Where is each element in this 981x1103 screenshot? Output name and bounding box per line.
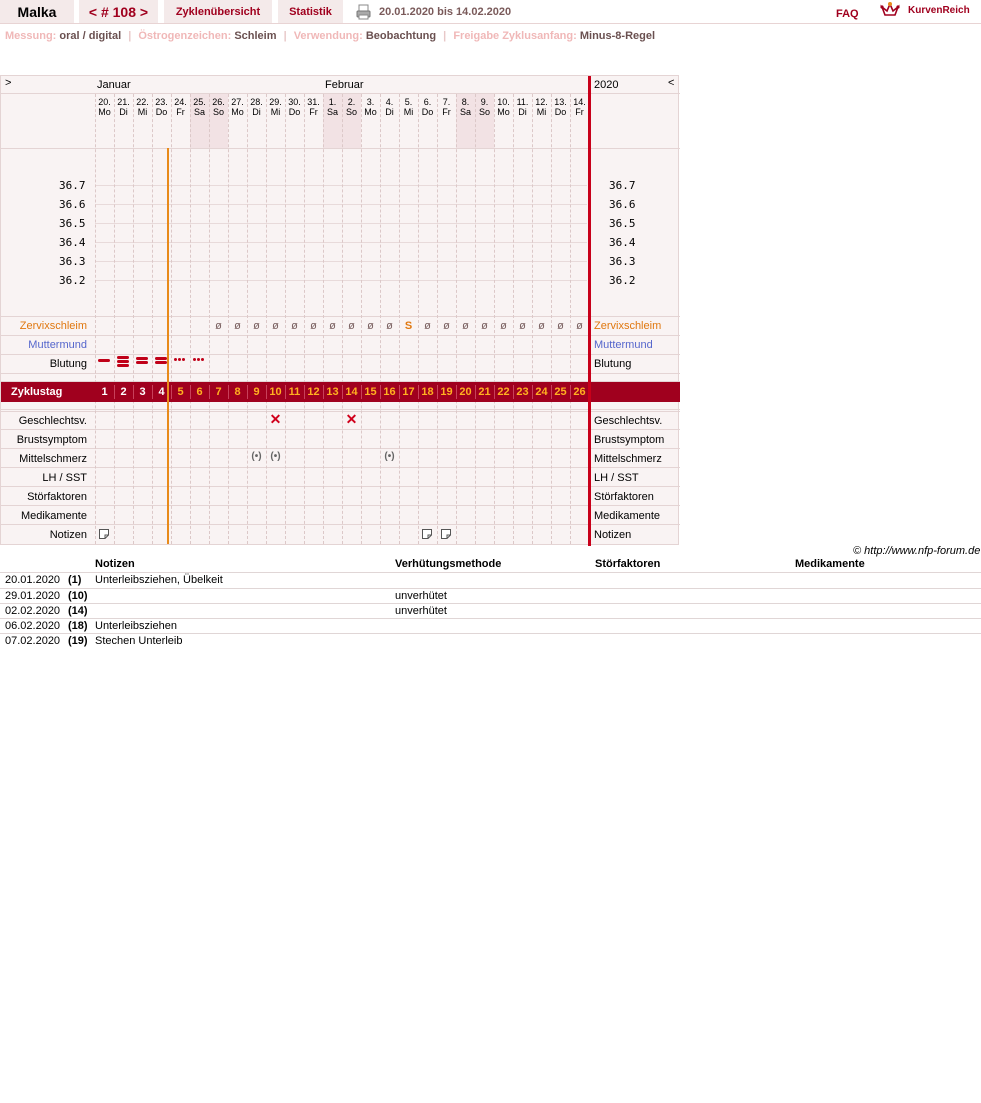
notes-date: 07.02.2020: [5, 635, 61, 647]
nav-next-arrow[interactable]: <: [668, 77, 675, 89]
zyklustag-separator: [475, 385, 476, 399]
day-number: 20.: [98, 97, 111, 107]
notes-method: unverhütet: [395, 590, 447, 602]
zyklustag-number: 25: [554, 386, 567, 398]
cycle-overview-tab[interactable]: Zyklenübersicht: [164, 0, 272, 23]
zyklustag-number: 5: [177, 386, 184, 398]
notes-cycle-day: (1): [68, 574, 82, 586]
mittelschmerz-label-right: Mittelschmerz: [594, 453, 662, 465]
notes-header-notizen: Notizen: [95, 558, 135, 570]
lh-sst-label: LH / SST: [42, 472, 87, 484]
day-number: 31.: [307, 97, 320, 107]
zyklustag-separator: [304, 385, 305, 399]
zyklustag-number: 22: [497, 386, 510, 398]
zyklustag-separator: [342, 385, 343, 399]
zyklustag-separator: [570, 385, 571, 399]
day-grid-line: [171, 94, 172, 544]
zyklustag-label: Zyklustag: [11, 386, 63, 398]
zyklustag-separator: [247, 385, 248, 399]
zervixschleim-mark: ø: [215, 320, 222, 332]
geschlechtsverkehr-mark: ✕: [269, 411, 282, 427]
zyklustag-number: 18: [421, 386, 434, 398]
lh-sst-label-right: LH / SST: [594, 472, 639, 484]
day-number: 23.: [155, 97, 168, 107]
day-weekday: Mo: [231, 107, 244, 117]
notes-cycle-day: (18): [68, 620, 88, 632]
zyklustag-number: 15: [364, 386, 377, 398]
grid-line: [1, 93, 680, 94]
temp-label-right: 36.2: [609, 274, 636, 287]
top-navigation: [0, 0, 981, 24]
zyklustag-separator: [285, 385, 286, 399]
bleeding-mark: [117, 356, 129, 359]
zervixschleim-mark: ø: [367, 320, 374, 332]
day-grid-line: [95, 94, 96, 544]
zyklustag-number: 4: [158, 386, 165, 398]
zyklustag-number: 7: [215, 386, 222, 398]
day-weekday: Fr: [176, 107, 185, 117]
day-number: 8.: [461, 97, 470, 107]
copyright: © http://www.nfp-forum.de: [853, 545, 981, 557]
mittelschmerz-mark: (•): [270, 451, 281, 462]
grid-line: [1, 411, 680, 412]
medikamente-label-right: Medikamente: [594, 510, 661, 522]
info-value-oestrogen: Schleim: [234, 30, 277, 42]
cycle-number-nav[interactable]: < # 108 >: [79, 0, 158, 23]
info-label-messung: Messung:: [5, 30, 57, 42]
temp-label-left: 36.3: [59, 255, 86, 268]
notes-text: Stechen Unterleib: [95, 635, 183, 647]
brustsymptom-label-right: Brustsymptom: [594, 434, 665, 446]
grid-line: [1, 354, 680, 355]
day-number: 14.: [573, 97, 586, 107]
grid-line: [1, 505, 680, 506]
zervixschleim-mark: ø: [291, 320, 298, 332]
day-weekday: Sa: [193, 107, 205, 117]
temp-label-right: 36.5: [609, 217, 636, 230]
zervixschleim-mark: ø: [348, 320, 355, 332]
day-weekday: Sa: [459, 107, 471, 117]
brustsymptom-label: Brustsymptom: [16, 434, 87, 446]
spotting-mark: [197, 358, 200, 361]
faq-link[interactable]: FAQ: [836, 8, 859, 20]
printer-icon[interactable]: [356, 4, 371, 20]
grid-line: [1, 335, 680, 336]
zyklustag-separator: [494, 385, 495, 399]
zyklustag-number: 17: [402, 386, 415, 398]
day-weekday: Mi: [403, 107, 414, 117]
spotting-mark: [201, 358, 204, 361]
zyklustag-separator: [171, 385, 172, 399]
zervixschleim-mark: ø: [424, 320, 431, 332]
medikamente-label: Medikamente: [20, 510, 87, 522]
zervixschleim-mark: ø: [310, 320, 317, 332]
zervixschleim-mark: ø: [481, 320, 488, 332]
crown-logo-icon[interactable]: [880, 1, 900, 19]
temp-label-left: 36.2: [59, 274, 86, 287]
day-number: 3.: [366, 97, 375, 107]
stoerfaktoren-label: Störfaktoren: [27, 491, 87, 503]
blutung-label: Blutung: [49, 358, 87, 370]
day-weekday: Do: [288, 107, 301, 117]
zyklustag-number: 20: [459, 386, 472, 398]
day-number: 9.: [480, 97, 489, 107]
day-weekday: Mo: [364, 107, 377, 117]
zervixschleim-mark: ø: [272, 320, 279, 332]
zyklustag-separator: [190, 385, 191, 399]
info-label-verwendung: Verwendung:: [293, 30, 363, 42]
day-weekday: Di: [252, 107, 261, 117]
grid-line: [1, 524, 680, 525]
bleeding-mark: [155, 361, 167, 364]
user-name-tab[interactable]: Malka: [0, 0, 74, 23]
zyklustag-number: 8: [234, 386, 241, 398]
day-number: 27.: [231, 97, 244, 107]
date-range: 20.01.2020 bis 14.02.2020: [379, 6, 512, 18]
day-weekday: Fr: [575, 107, 584, 117]
day-weekday: Mi: [536, 107, 547, 117]
bleeding-mark: [117, 360, 129, 363]
notes-date: 06.02.2020: [5, 620, 61, 632]
zyklustag-number: 6: [196, 386, 203, 398]
temp-label-left: 36.6: [59, 198, 86, 211]
zervixschleim-mark: ø: [462, 320, 469, 332]
month-label: Januar: [97, 79, 131, 91]
cycle-chart: [0, 75, 679, 545]
geschlechtsverkehr-label: Geschlechtsv.: [18, 415, 87, 427]
note-icon[interactable]: [441, 529, 451, 539]
day-number: 5.: [404, 97, 413, 107]
info-label-freigabe: Freigabe Zyklusanfang:: [453, 30, 577, 42]
day-number: 24.: [174, 97, 187, 107]
zyklustag-separator: [551, 385, 552, 399]
notes-date: 20.01.2020: [5, 574, 61, 586]
notes-row: [0, 633, 981, 648]
zyklustag-number: 14: [345, 386, 358, 398]
day-number: 11.: [516, 97, 529, 107]
day-number: 21.: [117, 97, 130, 107]
zervixschleim-mark: S: [404, 320, 413, 332]
notes-header-stoerfaktoren: Störfaktoren: [595, 558, 661, 570]
mittelschmerz-mark: (•): [384, 451, 395, 462]
blutung-label-right: Blutung: [594, 358, 632, 370]
info-value-freigabe: Minus-8-Regel: [579, 30, 656, 42]
info-value-messung: oral / digital: [59, 30, 122, 42]
notes-header-medikamente: Medikamente: [795, 558, 865, 570]
zyklustag-number: 2: [120, 386, 127, 398]
notes-cycle-day: (19): [68, 635, 88, 647]
day-number: 25.: [193, 97, 206, 107]
notizen-label-right: Notizen: [594, 529, 632, 541]
zyklustag-number: 1: [101, 386, 108, 398]
bleeding-mark: [136, 357, 148, 360]
zyklustag-separator: [513, 385, 514, 399]
notes-row: [0, 603, 981, 618]
zyklustag-number: 10: [269, 386, 282, 398]
chart-end-line: [588, 76, 591, 546]
note-icon[interactable]: [422, 529, 432, 539]
zyklustag-separator: [266, 385, 267, 399]
day-weekday: So: [212, 107, 224, 117]
notizen-label: Notizen: [49, 529, 87, 541]
day-weekday: Mo: [98, 107, 111, 117]
zervixschleim-mark: ø: [234, 320, 241, 332]
day-grid-line: [114, 94, 115, 544]
mittelschmerz-mark: (•): [251, 451, 262, 462]
day-number: 1.: [328, 97, 337, 107]
temp-label-right: 36.4: [609, 236, 636, 249]
bleeding-mark: [136, 361, 148, 364]
zyklustag-separator: [323, 385, 324, 399]
zyklustag-number: 11: [288, 386, 301, 398]
zyklustag-separator: [114, 385, 115, 399]
zyklustag-separator: [437, 385, 438, 399]
day-weekday: Di: [518, 107, 527, 117]
zyklustag-separator: [456, 385, 457, 399]
notes-row: [0, 618, 981, 633]
zervixschleim-mark: ø: [538, 320, 545, 332]
mittelschmerz-label: Mittelschmerz: [19, 453, 87, 465]
zyklustag-separator: [133, 385, 134, 399]
year-label: 2020: [594, 79, 619, 91]
zyklustag-number: 26: [573, 386, 586, 398]
day-weekday: Mi: [270, 107, 281, 117]
spotting-mark: [174, 358, 177, 361]
notes-row: [0, 588, 981, 603]
zyklustag-separator: [361, 385, 362, 399]
day-grid-line: [152, 94, 153, 544]
geschlechtsverkehr-mark: ✕: [345, 411, 358, 427]
day-number: 6.: [423, 97, 432, 107]
day-weekday: So: [478, 107, 490, 117]
day-weekday: Do: [554, 107, 567, 117]
bleeding-mark: [155, 357, 167, 360]
day-weekday: Fr: [442, 107, 451, 117]
day-weekday: Mo: [497, 107, 510, 117]
zyklustag-number: 21: [478, 386, 491, 398]
notes-cycle-day: (14): [68, 605, 88, 617]
zyklustag-number: 12: [307, 386, 320, 398]
grid-line: [1, 148, 680, 149]
temp-label-right: 36.7: [609, 179, 636, 192]
temp-label-left: 36.5: [59, 217, 86, 230]
zyklustag-separator: [399, 385, 400, 399]
day-weekday: Fr: [309, 107, 318, 117]
grid-line: [1, 373, 680, 374]
notes-date: 29.01.2020: [5, 590, 61, 602]
temp-label-left: 36.4: [59, 236, 86, 249]
zyklustag-number: 19: [440, 386, 453, 398]
day-weekday: Do: [421, 107, 434, 117]
zyklustag-number: 23: [516, 386, 529, 398]
zyklustag-number: 9: [253, 386, 260, 398]
zervixschleim-mark: ø: [500, 320, 507, 332]
zervixschleim-mark: ø: [443, 320, 450, 332]
bleeding-mark: [98, 359, 110, 362]
info-value-verwendung: Beobachtung: [365, 30, 437, 42]
nav-prev-arrow[interactable]: >: [5, 77, 12, 89]
zyklustag-number: 16: [383, 386, 396, 398]
zervixschleim-mark: ø: [253, 320, 260, 332]
notes-header-methode: Verhütungsmethode: [395, 558, 502, 570]
day-number: 13.: [554, 97, 567, 107]
day-weekday: Di: [385, 107, 394, 117]
zyklustag-number: 3: [139, 386, 146, 398]
temp-label-right: 36.6: [609, 198, 636, 211]
note-icon[interactable]: [99, 529, 109, 539]
day-number: 10.: [497, 97, 510, 107]
zyklustag-separator: [532, 385, 533, 399]
day-grid-line: [133, 94, 134, 544]
spotting-mark: [178, 358, 181, 361]
spotting-mark: [193, 358, 196, 361]
day-weekday: Sa: [326, 107, 338, 117]
zyklustag-separator: [209, 385, 210, 399]
zyklustag-separator: [152, 385, 153, 399]
notes-text: Unterleibsziehen, Übelkeit: [95, 574, 223, 586]
zervixschleim-mark: ø: [576, 320, 583, 332]
zervixschleim-mark: ø: [519, 320, 526, 332]
day-grid-line: [190, 94, 191, 544]
zervixschleim-mark: ø: [329, 320, 336, 332]
day-number: 22.: [136, 97, 149, 107]
temp-label-left: 36.7: [59, 179, 86, 192]
zyklustag-number: 24: [535, 386, 548, 398]
zyklustag-separator: [228, 385, 229, 399]
grid-line: [1, 409, 680, 410]
bleeding-mark: [117, 364, 129, 367]
day-weekday: Di: [119, 107, 128, 117]
notes-text: Unterleibsziehen: [95, 620, 177, 632]
day-number: 30.: [288, 97, 301, 107]
temp-label-right: 36.3: [609, 255, 636, 268]
zyklustag-number: 13: [326, 386, 339, 398]
notes-method: unverhütet: [395, 605, 447, 617]
day-weekday: So: [345, 107, 357, 117]
day-number: 4.: [385, 97, 394, 107]
day-weekday: Do: [155, 107, 168, 117]
zervixschleim-mark: ø: [557, 320, 564, 332]
muttermund-label: Muttermund: [28, 339, 87, 351]
stoerfaktoren-label-right: Störfaktoren: [594, 491, 654, 503]
day-number: 2.: [347, 97, 356, 107]
grid-line: [1, 448, 680, 449]
day-number: 12.: [535, 97, 548, 107]
month-label: Februar: [325, 79, 364, 91]
info-label-oestrogen: Östrogenzeichen:: [138, 30, 232, 42]
day-weekday: Mi: [137, 107, 148, 117]
day-number: 26.: [212, 97, 225, 107]
grid-line: [1, 486, 680, 487]
grid-line: [1, 429, 680, 430]
statistics-tab[interactable]: Statistik: [278, 0, 343, 23]
logo-text[interactable]: KurvenReich: [908, 5, 970, 16]
notes-cycle-day: (10): [68, 590, 88, 602]
spotting-mark: [182, 358, 185, 361]
day-number: 7.: [442, 97, 451, 107]
zervixschleim-label: Zervixschleim: [19, 320, 87, 332]
geschlechtsverkehr-label-right: Geschlechtsv.: [594, 415, 663, 427]
notes-date: 02.02.2020: [5, 605, 61, 617]
settings-info-bar: Messung: oral / digital | Östrogenzeichen: Schleim | Verwendung: Beobachtung | Freigabe Zyklusanfang: Minus-8-Regel: [5, 30, 656, 42]
zyklustag-separator: [380, 385, 381, 399]
zervixschleim-mark: ø: [386, 320, 393, 332]
notes-row: [0, 572, 981, 587]
grid-line: [1, 467, 680, 468]
muttermund-label-right: Muttermund: [594, 339, 653, 351]
zyklustag-separator: [418, 385, 419, 399]
day-number: 28.: [250, 97, 263, 107]
cycle-start-line: [167, 148, 169, 544]
day-number: 29.: [269, 97, 282, 107]
zervixschleim-label-right: Zervixschleim: [594, 320, 662, 332]
